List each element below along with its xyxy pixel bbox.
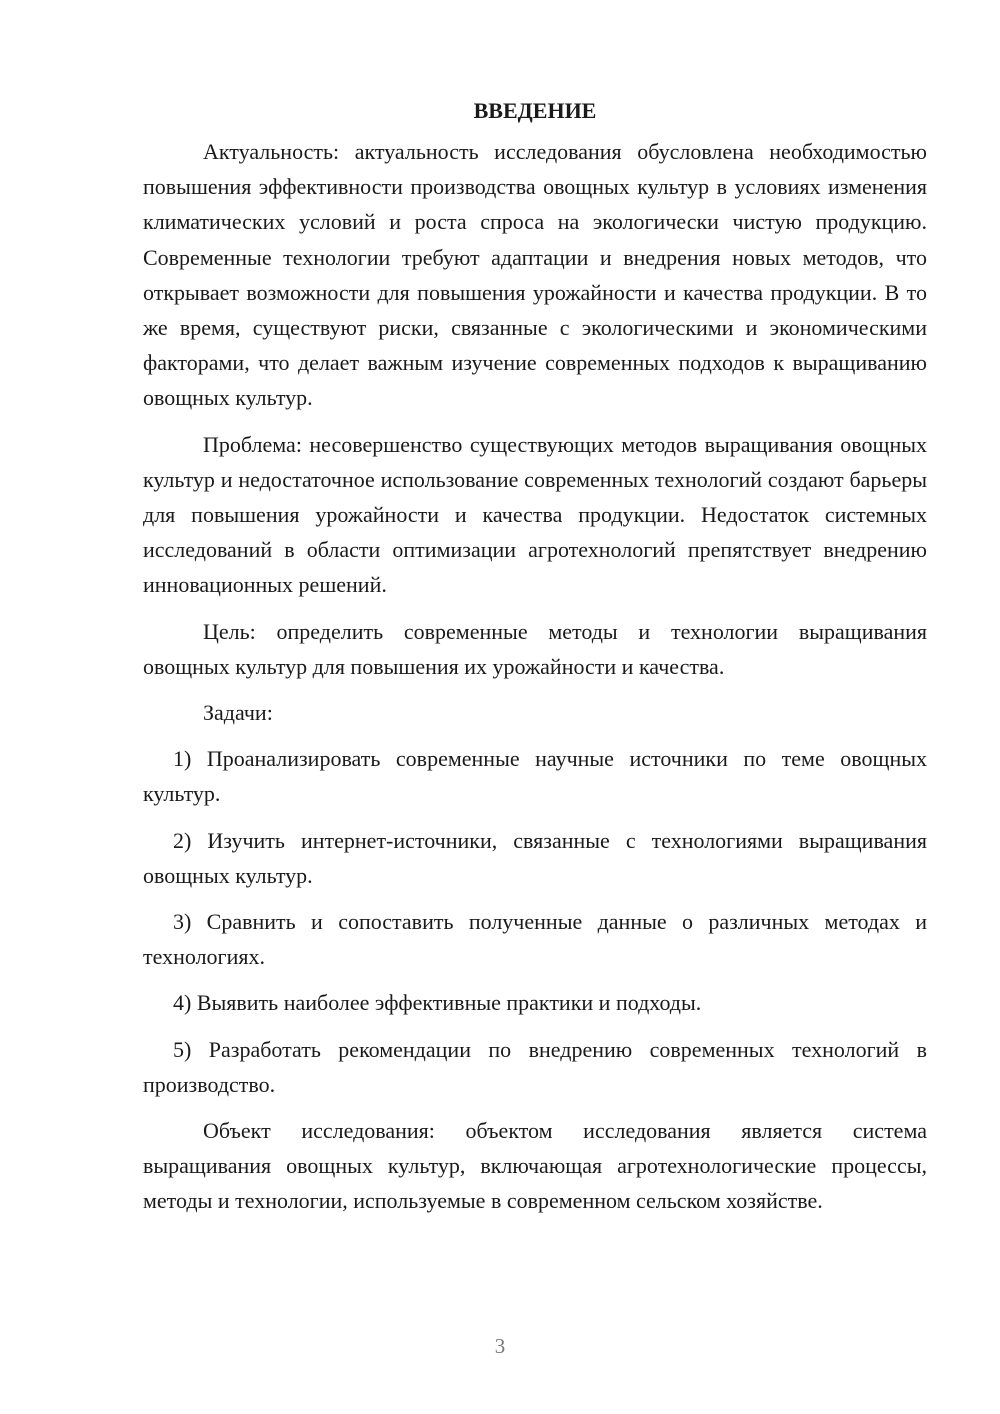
tasks-heading: Задачи:: [203, 700, 273, 726]
page-number: 3: [494, 1334, 506, 1358]
section-title: ВВЕДЕНИЕ: [473, 98, 597, 123]
paragraph-goal: Цель: определить современные методы и технологии выращивания овощных культур для повышения их урожайности и качества.: [143, 618, 927, 679]
paragraph-problem: Проблема: несовершенство существующих методов выращивания овощных культур и недостаточное использование современных технологий создают барьеры для повышения урожайности и качества продукции. Недостаток системных исследований в области оптимизации агротехнологий препятствует внедрению инновационных решений.: [143, 431, 927, 598]
paragraph-relevance: Актуальность: актуальность исследования обусловлена необходимостью повышения эффективности производства овощных культур в условиях изменения климатических условий и роста спроса на экологически чистую продукцию. Современные технологии требуют адаптации и внедрения новых методов, что открывает возможности для повышения урожайности и качества продукции. В то же время, существуют риски, связанные с экологическими и экономическими факторами, что делает важным изучение современных подходов к выращиванию овощных культур.: [143, 139, 927, 411]
task-item-2: 2) Изучить интернет-источники, связанные с технологиями выращивания овощных культур.: [143, 827, 927, 888]
task-item-4: 4) Выявить наиболее эффективные практики и подходы.: [173, 990, 702, 1016]
paragraph-object: Объект исследования: объектом исследования является система выращивания овощных культур, включающая агротехнологические процессы, методы и технологии, используемые в современном сельском хозяйстве.: [143, 1118, 927, 1214]
task-item-5: 5) Разработать рекомендации по внедрению современных технологий в производство.: [143, 1036, 927, 1097]
page-content: [143, 93, 927, 1230]
task-item-1: 1) Проанализировать современные научные источники по теме овощных культур.: [143, 746, 927, 807]
task-item-3: 3) Сравнить и сопоставить полученные данные о различных методах и технологиях.: [143, 909, 927, 970]
